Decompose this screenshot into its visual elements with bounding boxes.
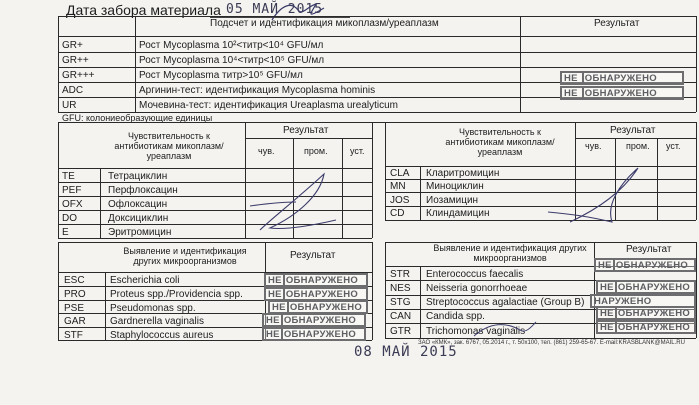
- stamp-not-found-gtr: НЕ ОБНАРУЖЕНО: [596, 320, 696, 334]
- myco-code-gr2: GR++: [62, 55, 89, 66]
- other-right-title: Выявление и идентификация других микроорганизмов: [433, 243, 587, 263]
- other-name-esc: Escherichia coli: [110, 275, 180, 286]
- sens-name-ofx: Офлоксацин: [108, 199, 168, 210]
- stamp-not-found-str: НЕ ОБНАРУЖЕНО: [594, 258, 696, 272]
- other-code-stg: STG: [390, 297, 411, 308]
- sens-code-pef: PEF: [62, 185, 82, 196]
- myco-desc-adc: Аргинин-тест: идентификация Mycoplasma hominis: [139, 85, 376, 96]
- other-name-can: Candida spp.: [426, 311, 485, 322]
- sens-name-cla: Кларитромицин: [426, 168, 500, 179]
- sens-left-col-i: пром.: [304, 146, 328, 156]
- other-code-nes: NES: [390, 283, 411, 294]
- stamp-not-found-can: НЕ ОБНАРУЖЕНО: [596, 306, 696, 320]
- other-name-gtr: Trichomonas vaginalis: [426, 326, 526, 337]
- other-code-esc: ESC: [64, 275, 85, 286]
- other-code-stf: STF: [64, 330, 83, 341]
- print-info: ЗАО «КМК», зак. 6767, 05.2014 г., т. 50х100, тел. (861) 259-65-67. E-mail:KRASBLANK@MAIL.RU: [418, 340, 685, 346]
- sens-right-result-label: Результат: [610, 125, 656, 136]
- myco-code-gr1: GR+: [62, 40, 83, 51]
- stamp-not-found-ur: НЕ ОБНАРУЖЕНО: [560, 86, 684, 100]
- other-name-nes: Neisseria gonorrhoeae: [426, 283, 528, 294]
- collection-date-stamp: 05 МАЙ 2015: [226, 2, 324, 17]
- stamp-not-found-adc: НЕ ОБНАРУЖЕНО: [560, 71, 684, 85]
- sens-code-cla: CLA: [390, 168, 410, 179]
- myco-code-gr3: GR+++: [62, 70, 95, 81]
- sens-code-te: TE: [62, 171, 75, 182]
- gfu-note: GFU: колониеобразующие единицы: [62, 113, 213, 123]
- mycoplasma-col-result: Результат: [594, 18, 640, 29]
- sens-code-mn: MN: [390, 181, 406, 192]
- sens-left-title: Чувствительность к антибиотикам микоплазм/уреаплазм: [114, 131, 224, 161]
- stamp-not-found-pro: НЕ ОБНАРУЖЕНО: [264, 287, 368, 301]
- other-name-stg: Streptococcus agalactiae (Group B): [426, 297, 585, 308]
- sens-code-jos: JOS: [390, 195, 410, 206]
- sens-name-pef: Перфлоксацин: [108, 185, 178, 196]
- sens-code-e: E: [62, 227, 69, 238]
- myco-desc-ur: Мочевина-тест: идентификация Ureaplasma urealyticum: [139, 100, 398, 111]
- sens-name-te: Тетрациклин: [108, 171, 168, 182]
- other-left-title: Выявление и идентификация других микроорганизмов: [123, 246, 247, 266]
- sens-left-result-label: Результат: [283, 125, 329, 136]
- strike-mark-left: [240, 168, 350, 240]
- other-name-gar: Gardnerella vaginalis: [110, 316, 204, 327]
- sens-name-mn: Миноциклин: [426, 181, 484, 192]
- sens-name-e: Эритромицин: [108, 227, 172, 238]
- strike-mark-trichomonas: [470, 318, 540, 342]
- stamp-not-found-nes: НЕ ОБНАРУЖЕНО: [596, 280, 696, 294]
- myco-code-adc: ADC: [62, 85, 84, 96]
- other-code-pro: PRO: [64, 289, 86, 300]
- sens-name-do: Доксициклин: [108, 213, 169, 224]
- myco-desc-gr1: Рост Mycoplasma 10²<титр<10⁴ GFU/мл: [139, 40, 324, 51]
- other-code-str: STR: [390, 269, 410, 280]
- sens-right-col-r: уст.: [666, 141, 681, 151]
- sens-code-do: DO: [62, 213, 77, 224]
- stamp-not-found-gar: НЕ ОБНАРУЖЕНО: [262, 313, 366, 327]
- other-name-stf: Staphylococcus aureus: [110, 330, 214, 341]
- other-left-result-label: Результат: [290, 250, 336, 261]
- sens-right-title: Чувствительность к антибиотикам микоплазм/уреаплазм: [445, 127, 555, 157]
- stamp-not-found-pse: НЕ ОБНАРУЖЕНО: [268, 300, 368, 314]
- sens-left-col-s: чув.: [258, 146, 275, 156]
- collection-date-label: Дата забора материала: [66, 2, 221, 18]
- sens-code-cd: CD: [390, 208, 405, 219]
- sens-name-cd: Клиндамицин: [426, 208, 490, 219]
- mycoplasma-col-title: Подсчет и идентификация микоплазм/уреаплазм: [210, 18, 439, 29]
- other-code-gar: GAR: [64, 316, 86, 327]
- strike-mark-right: [540, 164, 650, 230]
- myco-code-ur: UR: [62, 100, 77, 111]
- sens-right-col-s: чув.: [585, 141, 602, 151]
- other-name-pse: Pseudomonas spp.: [110, 303, 196, 314]
- stamp-not-found-stf: НЕ ОБНАРУЖЕНО: [262, 327, 366, 341]
- myco-desc-gr2: Рост Mycoplasma 10⁴<титр<10⁵ GFU/мл: [139, 55, 325, 66]
- other-right-result-label: Результат: [626, 244, 672, 255]
- sens-right-col-i: пром.: [626, 141, 650, 151]
- received-date-stamp: 08 МАЙ 2015: [354, 344, 458, 360]
- other-name-pro: Proteus spp./Providencia spp.: [110, 289, 243, 300]
- other-code-gtr: GTR: [390, 326, 412, 337]
- sens-name-jos: Иозамицин: [426, 195, 479, 206]
- other-code-can: CAN: [390, 311, 412, 322]
- sens-left-col-r: уст.: [350, 146, 365, 156]
- stamp-not-found-stg: НАРУЖЕНО: [590, 294, 696, 308]
- sens-code-ofx: OFX: [62, 199, 83, 210]
- stamp-not-found-esc: НЕ ОБНАРУЖЕНО: [264, 273, 368, 287]
- other-code-pse: PSE: [64, 303, 85, 314]
- myco-desc-gr3: Рост Mycoplasma титр>10⁵ GFU/мл: [139, 70, 303, 81]
- other-name-str: Enterococcus faecalis: [426, 269, 524, 280]
